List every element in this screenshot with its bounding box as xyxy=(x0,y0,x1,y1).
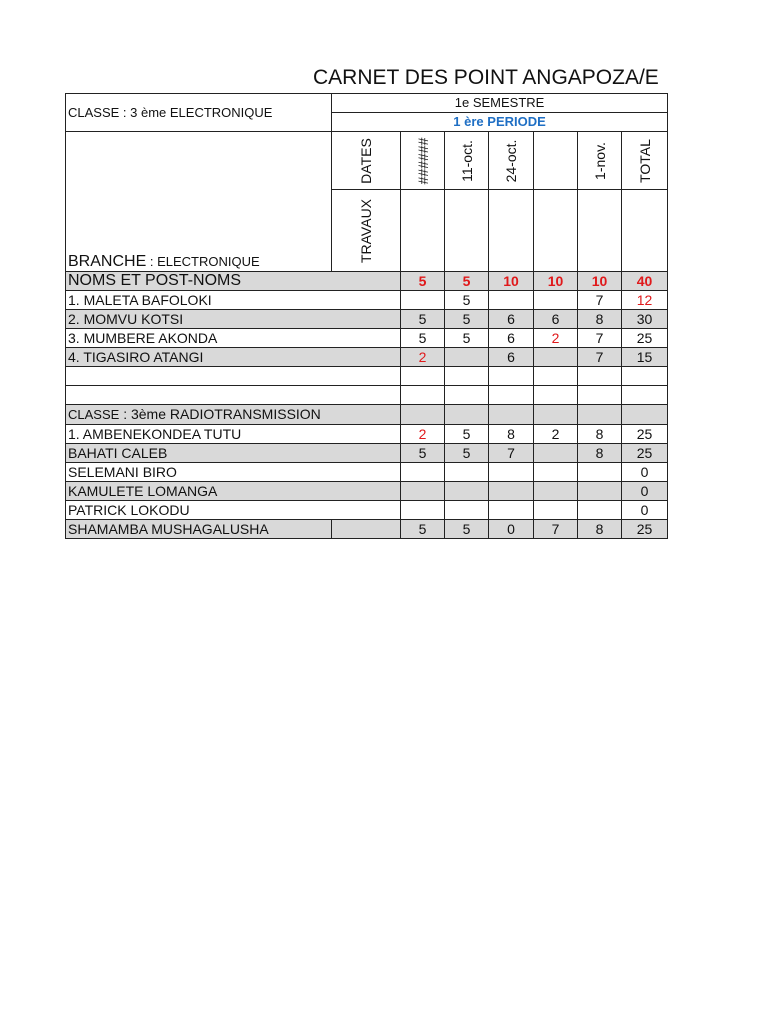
max-cell: 5 xyxy=(445,272,489,291)
grade-cell: 5 xyxy=(401,520,445,539)
grade-cell: 2 xyxy=(534,329,578,348)
blank-cell xyxy=(401,405,445,425)
total-cell: 0 xyxy=(622,501,668,520)
blank-cell xyxy=(534,367,578,386)
total-label: TOTAL xyxy=(636,138,653,183)
grade-cell: 8 xyxy=(578,425,622,444)
blank-cell xyxy=(489,367,534,386)
grade-cell: 6 xyxy=(489,329,534,348)
grade-cell xyxy=(445,482,489,501)
grade-cell: 8 xyxy=(489,425,534,444)
class2-header-row xyxy=(66,405,668,425)
grade-cell: 2 xyxy=(534,425,578,444)
blank-cell xyxy=(578,190,622,272)
student-name: 3. MUMBERE AKONDA xyxy=(66,329,401,348)
grade-cell: 8 xyxy=(578,444,622,463)
blank-cell xyxy=(534,405,578,425)
blank-cell xyxy=(489,190,534,272)
date-col-5-label: 1-nov. xyxy=(591,141,608,180)
date-col-1 xyxy=(401,132,445,190)
student-name: 1. AMBENEKONDEA TUTU xyxy=(66,425,401,444)
blank-cell xyxy=(622,367,668,386)
total-cell: 15 xyxy=(622,348,668,367)
grade-cell: 7 xyxy=(578,329,622,348)
blank-cell xyxy=(401,367,445,386)
grade-cell: 5 xyxy=(445,291,489,310)
class2-classe-value: : 3ème RADIOTRANSMISSION xyxy=(119,406,321,422)
grade-cell xyxy=(578,463,622,482)
grade-cell: 2 xyxy=(401,348,445,367)
grade-cell xyxy=(489,463,534,482)
blank-cell xyxy=(401,190,445,272)
blank-cell xyxy=(66,367,401,386)
date-col-3 xyxy=(489,132,534,190)
travaux-label: TRAVAUX xyxy=(358,198,374,263)
grade-cell xyxy=(445,501,489,520)
blank-cell xyxy=(534,190,578,272)
grade-cell: 0 xyxy=(489,520,534,539)
student-name: 4. TIGASIRO ATANGI xyxy=(66,348,401,367)
table-row xyxy=(66,348,668,367)
blank-cell xyxy=(622,190,668,272)
grade-cell: 5 xyxy=(401,329,445,348)
grade-cell xyxy=(489,482,534,501)
grade-cell xyxy=(401,482,445,501)
grade-cell: 5 xyxy=(445,520,489,539)
semestre-label: 1e SEMESTRE xyxy=(332,94,668,113)
header-row-semestre xyxy=(66,94,668,113)
grade-cell xyxy=(489,501,534,520)
student-name: PATRICK LOKODU xyxy=(66,501,401,520)
grade-cell xyxy=(489,291,534,310)
date-col-1-label: ###### xyxy=(414,137,431,184)
grade-cell: 5 xyxy=(401,310,445,329)
blank-cell xyxy=(578,386,622,405)
blank-cell xyxy=(534,386,578,405)
grade-cell: 7 xyxy=(489,444,534,463)
blank-cell xyxy=(622,405,668,425)
total-cell: 25 xyxy=(622,425,668,444)
classe-cell xyxy=(66,94,332,132)
grade-cell xyxy=(578,482,622,501)
header-row-dates xyxy=(66,132,668,190)
grade-cell: 5 xyxy=(445,310,489,329)
student-name: 1. MALETA BAFOLOKI xyxy=(66,291,401,310)
branche-cell xyxy=(66,132,332,272)
total-cell: 0 xyxy=(622,463,668,482)
blank-cell xyxy=(401,386,445,405)
student-name: SHAMAMBA MUSHAGALUSHA xyxy=(66,520,332,539)
total-cell: 30 xyxy=(622,310,668,329)
grade-cell: 7 xyxy=(578,291,622,310)
table-row xyxy=(66,482,668,501)
dates-label-cell xyxy=(332,132,401,190)
grade-cell: 8 xyxy=(578,310,622,329)
grade-cell xyxy=(401,501,445,520)
grade-cell xyxy=(401,291,445,310)
blank-cell xyxy=(332,520,401,539)
total-col xyxy=(622,132,668,190)
table-row xyxy=(66,310,668,329)
total-cell: 25 xyxy=(622,520,668,539)
grade-cell: 5 xyxy=(445,444,489,463)
branche-value: : ELECTRONIQUE xyxy=(146,254,260,269)
grade-cell: 6 xyxy=(534,310,578,329)
class2-classe-cell xyxy=(66,405,401,425)
date-col-3-label: 24-oct. xyxy=(503,139,519,182)
grade-cell xyxy=(445,348,489,367)
table-row xyxy=(66,291,668,310)
blank-cell xyxy=(445,405,489,425)
noms-label: NOMS ET POST-NOMS xyxy=(66,272,332,291)
grade-cell: 2 xyxy=(401,425,445,444)
blank-cell xyxy=(622,386,668,405)
table-row xyxy=(66,444,668,463)
blank-cell xyxy=(489,405,534,425)
classe-label: CLASSE xyxy=(68,104,120,120)
blank-cell xyxy=(578,367,622,386)
blank-cell xyxy=(489,386,534,405)
date-col-5 xyxy=(578,132,622,190)
total-cell: 0 xyxy=(622,482,668,501)
date-col-2 xyxy=(445,132,489,190)
date-col-2-label: 11-oct. xyxy=(458,139,475,182)
total-cell: 25 xyxy=(622,444,668,463)
max-total-cell: 40 xyxy=(622,272,668,291)
periode-label: 1 ère PERIODE xyxy=(332,113,668,132)
sheet-title: CARNET DES POINT ANGAPOZA/E xyxy=(313,66,659,89)
grade-cell: 6 xyxy=(489,348,534,367)
grade-cell xyxy=(534,291,578,310)
table-row xyxy=(66,520,668,539)
table-row xyxy=(66,425,668,444)
table-row xyxy=(66,501,668,520)
grade-cell xyxy=(534,348,578,367)
grade-cell xyxy=(534,463,578,482)
max-cell: 10 xyxy=(489,272,534,291)
max-cell: 5 xyxy=(401,272,445,291)
empty-row xyxy=(66,367,668,386)
date-col-4 xyxy=(534,132,578,190)
blank-cell xyxy=(445,367,489,386)
total-cell: 12 xyxy=(622,291,668,310)
max-cell: 10 xyxy=(578,272,622,291)
grade-cell xyxy=(578,501,622,520)
student-name: KAMULETE LOMANGA xyxy=(66,482,401,501)
branche-label: BRANCHE xyxy=(68,253,147,270)
student-name: SELEMANI BIRO xyxy=(66,463,401,482)
blank-cell xyxy=(66,386,401,405)
student-name: BAHATI CALEB xyxy=(66,444,401,463)
maxima-row xyxy=(66,272,668,291)
grade-cell xyxy=(534,482,578,501)
total-cell: 25 xyxy=(622,329,668,348)
travaux-label-cell xyxy=(332,190,401,272)
grade-cell xyxy=(534,501,578,520)
empty-row xyxy=(66,386,668,405)
grade-cell: 6 xyxy=(489,310,534,329)
table-row xyxy=(66,463,668,482)
grade-cell: 8 xyxy=(578,520,622,539)
max-cell: 10 xyxy=(534,272,578,291)
class2-classe-label: CLASSE xyxy=(68,407,120,422)
grade-cell: 5 xyxy=(401,444,445,463)
dates-label: DATES xyxy=(358,137,374,184)
table-row xyxy=(66,329,668,348)
grades-table xyxy=(65,93,668,539)
grade-cell: 5 xyxy=(445,329,489,348)
blank-cell xyxy=(445,386,489,405)
grade-cell xyxy=(445,463,489,482)
grade-cell: 7 xyxy=(578,348,622,367)
blank-cell xyxy=(578,405,622,425)
student-name: 2. MOMVU KOTSI xyxy=(66,310,401,329)
blank-cell xyxy=(445,190,489,272)
grade-cell: 5 xyxy=(445,425,489,444)
grade-cell: 7 xyxy=(534,520,578,539)
grade-cell xyxy=(401,463,445,482)
blank-cell xyxy=(332,272,401,291)
grade-cell xyxy=(534,444,578,463)
classe-value: : 3 ème ELECTRONIQUE xyxy=(119,104,273,120)
